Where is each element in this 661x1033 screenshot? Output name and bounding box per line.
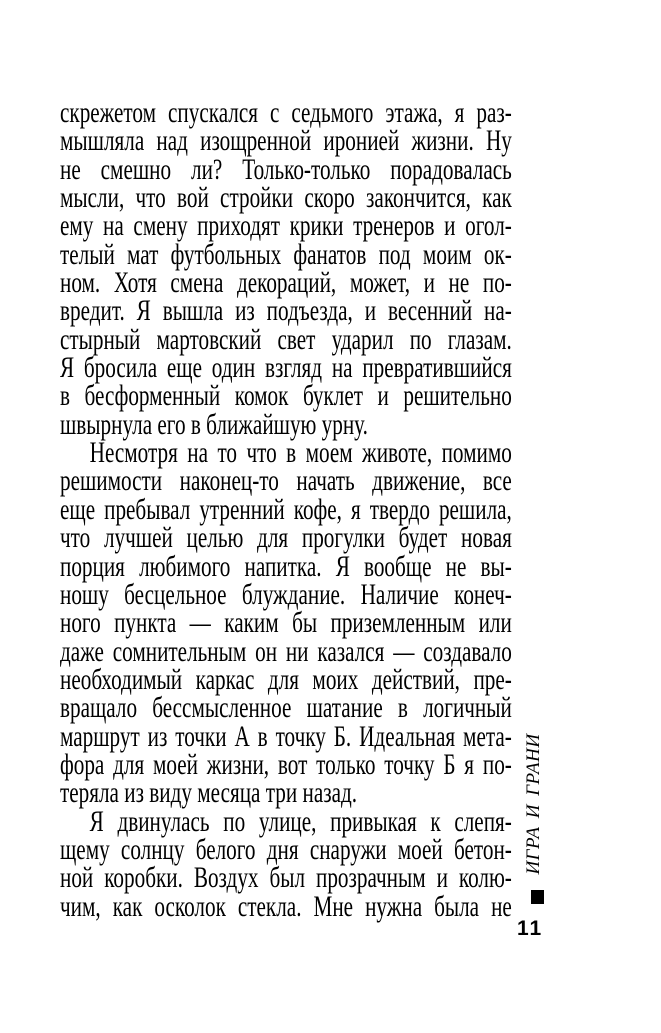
text-line: телый мат футбольных фанатов под моим ок- bbox=[60, 237, 512, 271]
text-line: ношу бесцельное блуждание. Наличие конеч- bbox=[60, 577, 512, 611]
paragraph bbox=[60, 436, 512, 810]
page-text bbox=[60, 96, 512, 923]
text-line: Я двинулась по улице, привыкая к слепя- bbox=[89, 804, 512, 838]
paragraph bbox=[60, 804, 512, 923]
text-line: теряла из виду месяца три назад. bbox=[60, 776, 358, 810]
text-line: мышляла над изощренной иронией жизни. Ну bbox=[60, 124, 512, 158]
section-marker-square-icon bbox=[531, 890, 544, 904]
text-line: ему на смену приходят крики тренеров и огол- bbox=[60, 209, 512, 243]
text-line: щему солнцу белого дня снаружи моей бетон- bbox=[60, 832, 512, 866]
text-line: решимости наконец-то начать движение, все bbox=[60, 464, 512, 498]
text-line: ном. Хотя смена декораций, может, и не по- bbox=[60, 266, 512, 300]
text-line: вращало бессмысленное шатание в логичный bbox=[60, 691, 512, 725]
text-line: мысли, что вой стройки скоро закончится, как bbox=[60, 181, 512, 215]
text-line: Я бросила еще один взгляд на превратившийся bbox=[60, 351, 512, 385]
text-line: в бесформенный комок буклет и решительно bbox=[60, 379, 512, 413]
text-line: швырнула его в ближайшую урну. bbox=[60, 407, 368, 441]
text-line: вредит. Я вышла из подъезда, и весенний на- bbox=[60, 294, 512, 328]
text-line: необходимый каркас для моих действий, пре- bbox=[60, 662, 512, 696]
page-number: 11 bbox=[517, 917, 544, 940]
text-line: фора для моей жизни, вот только точку Б я по- bbox=[60, 747, 512, 781]
text-line: маршрут из точки А в точку Б. Идеальная мета- bbox=[60, 719, 512, 753]
text-line: ной коробки. Воздух был прозрачным и колю- bbox=[60, 861, 512, 895]
text-line: что лучшей целью для прогулки будет новая bbox=[60, 521, 512, 555]
text-line: стырный мартовский свет ударил по глазам. bbox=[60, 322, 512, 356]
text-line: еще пребывал утренний кофе, я твердо решила, bbox=[60, 492, 512, 526]
text-line: не смешно ли? Только-только порадовалась bbox=[60, 152, 512, 186]
text-line: порция любимого напитка. Я вообще не вы- bbox=[60, 549, 512, 583]
paragraph bbox=[60, 96, 512, 441]
text-line: чим, как осколок стекла. Мне нужна была не bbox=[60, 889, 512, 923]
text-line: Несмотря на то что в моем животе, помимо bbox=[89, 436, 512, 470]
running-title-vertical: ИГРА И ГРАНИ bbox=[523, 733, 544, 875]
text-line: даже сомнительным он ни казался — создавало bbox=[60, 634, 512, 668]
text-line: скрежетом спускался с седьмого этажа, я раз- bbox=[60, 96, 512, 129]
text-line: ного пункта — каким бы приземленным или bbox=[60, 606, 512, 640]
